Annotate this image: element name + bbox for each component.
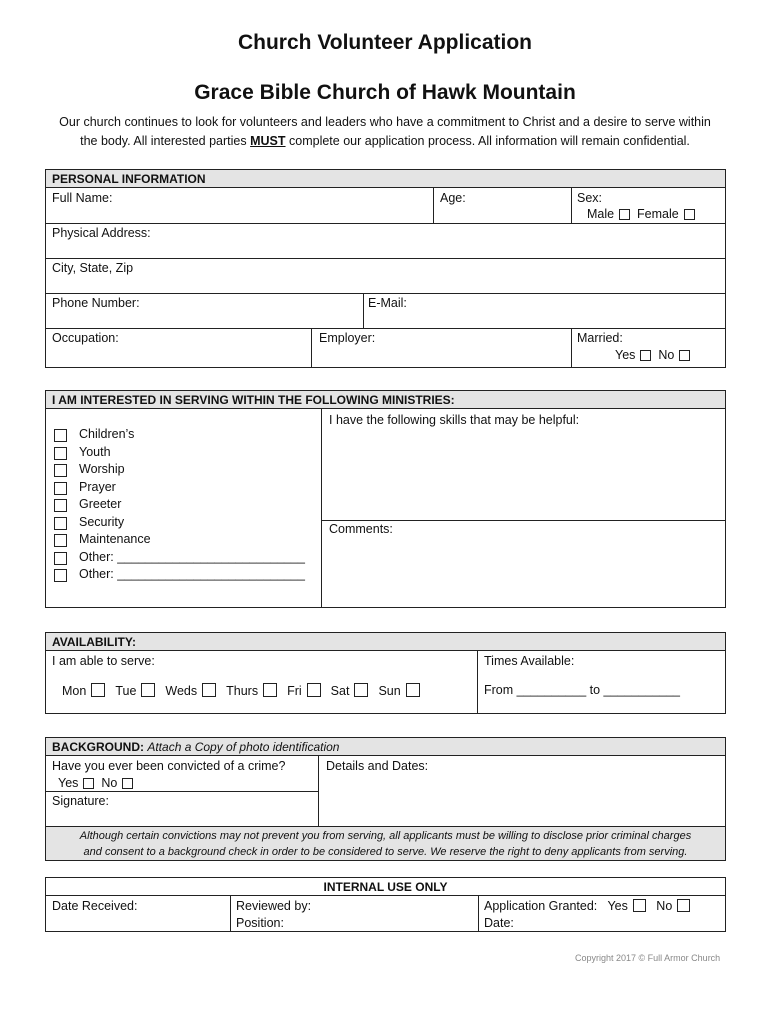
convicted-question: Have you ever been convicted of a crime?: [52, 759, 286, 773]
personal-information-section: [45, 169, 726, 368]
day-label-thurs: Thurs: [226, 684, 259, 698]
day-checkbox-mon[interactable]: [91, 683, 105, 697]
background-disclaimer: [46, 826, 725, 860]
convicted-no-checkbox[interactable]: [122, 778, 133, 789]
employer-field[interactable]: Employer:: [319, 331, 376, 345]
background-section: [45, 737, 726, 861]
sex-options: [587, 207, 695, 221]
times-available-label: Times Available:: [484, 654, 575, 668]
age-field[interactable]: Age:: [440, 191, 466, 205]
ministry-checkbox[interactable]: [54, 499, 67, 512]
married-no-checkbox[interactable]: [679, 350, 690, 361]
ministry-label: Worship: [79, 462, 125, 476]
married-options: [615, 348, 690, 362]
application-granted-row: [484, 899, 690, 913]
times-from-to-field[interactable]: From __________ to ___________: [484, 683, 680, 697]
ministry-checkbox[interactable]: [54, 569, 67, 582]
day-checkbox-weds[interactable]: [202, 683, 216, 697]
day-checkbox-sun[interactable]: [406, 683, 420, 697]
married-yes-label: Yes: [615, 348, 636, 362]
ministry-label: Children’s: [79, 427, 135, 441]
days-row: [62, 683, 430, 698]
personal-header: PERSONAL INFORMATION: [46, 170, 725, 188]
intro-line-2b: complete our application process. All information will remain confidential.: [285, 134, 690, 148]
female-label: Female: [637, 207, 679, 221]
granted-yes-label: Yes: [607, 899, 628, 913]
convicted-no-label: No: [101, 776, 118, 790]
granted-label: Application Granted:: [484, 899, 598, 913]
granted-yes-checkbox[interactable]: [633, 899, 646, 912]
day-checkbox-tue[interactable]: [141, 683, 155, 697]
ministries-section: [45, 390, 726, 608]
granted-no-checkbox[interactable]: [677, 899, 690, 912]
day-label-fri: Fri: [287, 684, 302, 698]
page-title: Church Volunteer Application: [237, 31, 532, 54]
skills-field[interactable]: I have the following skills that may be helpful:: [329, 413, 580, 427]
disclaimer-line-1: Although certain convictions may not prevent you from serving, all applicants must be willing to disclose prior criminal charges: [79, 830, 692, 842]
day-label-weds: Weds: [165, 684, 198, 698]
convicted-yes-checkbox[interactable]: [83, 778, 94, 789]
church-name: Grace Bible Church of Hawk Mountain: [194, 81, 576, 104]
city-state-zip-field[interactable]: City, State, Zip: [52, 261, 134, 275]
male-label: Male: [587, 207, 615, 221]
ministry-label: Youth: [79, 444, 111, 459]
internal-header: INTERNAL USE ONLY: [46, 878, 725, 896]
email-field[interactable]: E-Mail:: [368, 296, 407, 310]
ministry-checkbox[interactable]: [54, 552, 67, 565]
internal-use-section: [45, 877, 726, 932]
phone-number-field[interactable]: Phone Number:: [52, 296, 140, 310]
day-label-mon: Mon: [62, 684, 87, 698]
full-name-field[interactable]: Full Name:: [52, 191, 113, 205]
date-received-field[interactable]: Date Received:: [52, 899, 138, 913]
comments-field[interactable]: Comments:: [329, 522, 393, 536]
availability-header: AVAILABILITY:: [46, 633, 725, 651]
ministry-label: Maintenance: [79, 532, 151, 546]
physical-address-field[interactable]: Physical Address:: [52, 226, 151, 240]
ministries-header: I AM INTERESTED IN SERVING WITHIN THE FOLLOWING MINISTRIES:: [46, 391, 725, 409]
disclaimer-line-2: and consent to a background check in order to be considered to serve. We reserve the right to deny applicants from serving.: [83, 846, 688, 858]
ministry-label: Other: ___________________________: [79, 567, 305, 581]
reviewed-by-field[interactable]: Reviewed by:: [236, 899, 312, 913]
ministry-label: Prayer: [79, 479, 116, 494]
male-checkbox[interactable]: [619, 209, 630, 220]
day-checkbox-fri[interactable]: [307, 683, 321, 697]
sex-label: Sex:: [577, 191, 603, 205]
married-no-label: No: [658, 348, 675, 362]
position-field[interactable]: Position:: [236, 916, 284, 930]
details-and-dates-field[interactable]: Details and Dates:: [326, 759, 429, 773]
ministry-checkbox[interactable]: [54, 429, 67, 442]
intro-must: MUST: [250, 134, 286, 148]
background-header-bold: BACKGROUND:: [52, 740, 144, 754]
ministry-checkbox[interactable]: [54, 482, 67, 495]
ministry-checkbox[interactable]: [54, 534, 67, 547]
ministry-checkbox[interactable]: [54, 447, 67, 460]
day-checkbox-sat[interactable]: [354, 683, 368, 697]
availability-section: [45, 632, 726, 714]
ministry-label: Other: ___________________________: [79, 549, 305, 564]
ministry-label: Greeter: [79, 497, 122, 511]
occupation-field[interactable]: Occupation:: [52, 331, 119, 345]
day-label-sun: Sun: [378, 684, 401, 698]
married-yes-checkbox[interactable]: [640, 350, 651, 361]
ministry-checkbox[interactable]: [54, 517, 67, 530]
female-checkbox[interactable]: [684, 209, 695, 220]
background-header: [46, 738, 725, 756]
background-header-italic: Attach a Copy of photo identification: [147, 740, 340, 754]
copyright: Copyright 2017 © Full Armor Church: [575, 953, 721, 963]
intro-line-1: Our church continues to look for volunteers and leaders who have a commitment to Christ and a desire to serve within: [59, 115, 711, 129]
able-to-serve-label: I am able to serve:: [52, 654, 155, 668]
convicted-yes-label: Yes: [58, 776, 79, 790]
date-field[interactable]: Date:: [484, 916, 514, 930]
day-label-sat: Sat: [330, 684, 350, 698]
day-label-tue: Tue: [115, 684, 137, 698]
signature-field[interactable]: Signature:: [52, 794, 109, 808]
intro-line-2a: the body. All interested parties: [80, 134, 251, 148]
granted-no-label: No: [656, 899, 673, 913]
ministry-label: Security: [79, 514, 125, 529]
ministry-checkbox[interactable]: [54, 464, 67, 477]
married-label: Married:: [577, 331, 623, 345]
day-checkbox-thurs[interactable]: [263, 683, 277, 697]
convicted-options: [58, 776, 133, 790]
intro-text: [40, 113, 730, 151]
